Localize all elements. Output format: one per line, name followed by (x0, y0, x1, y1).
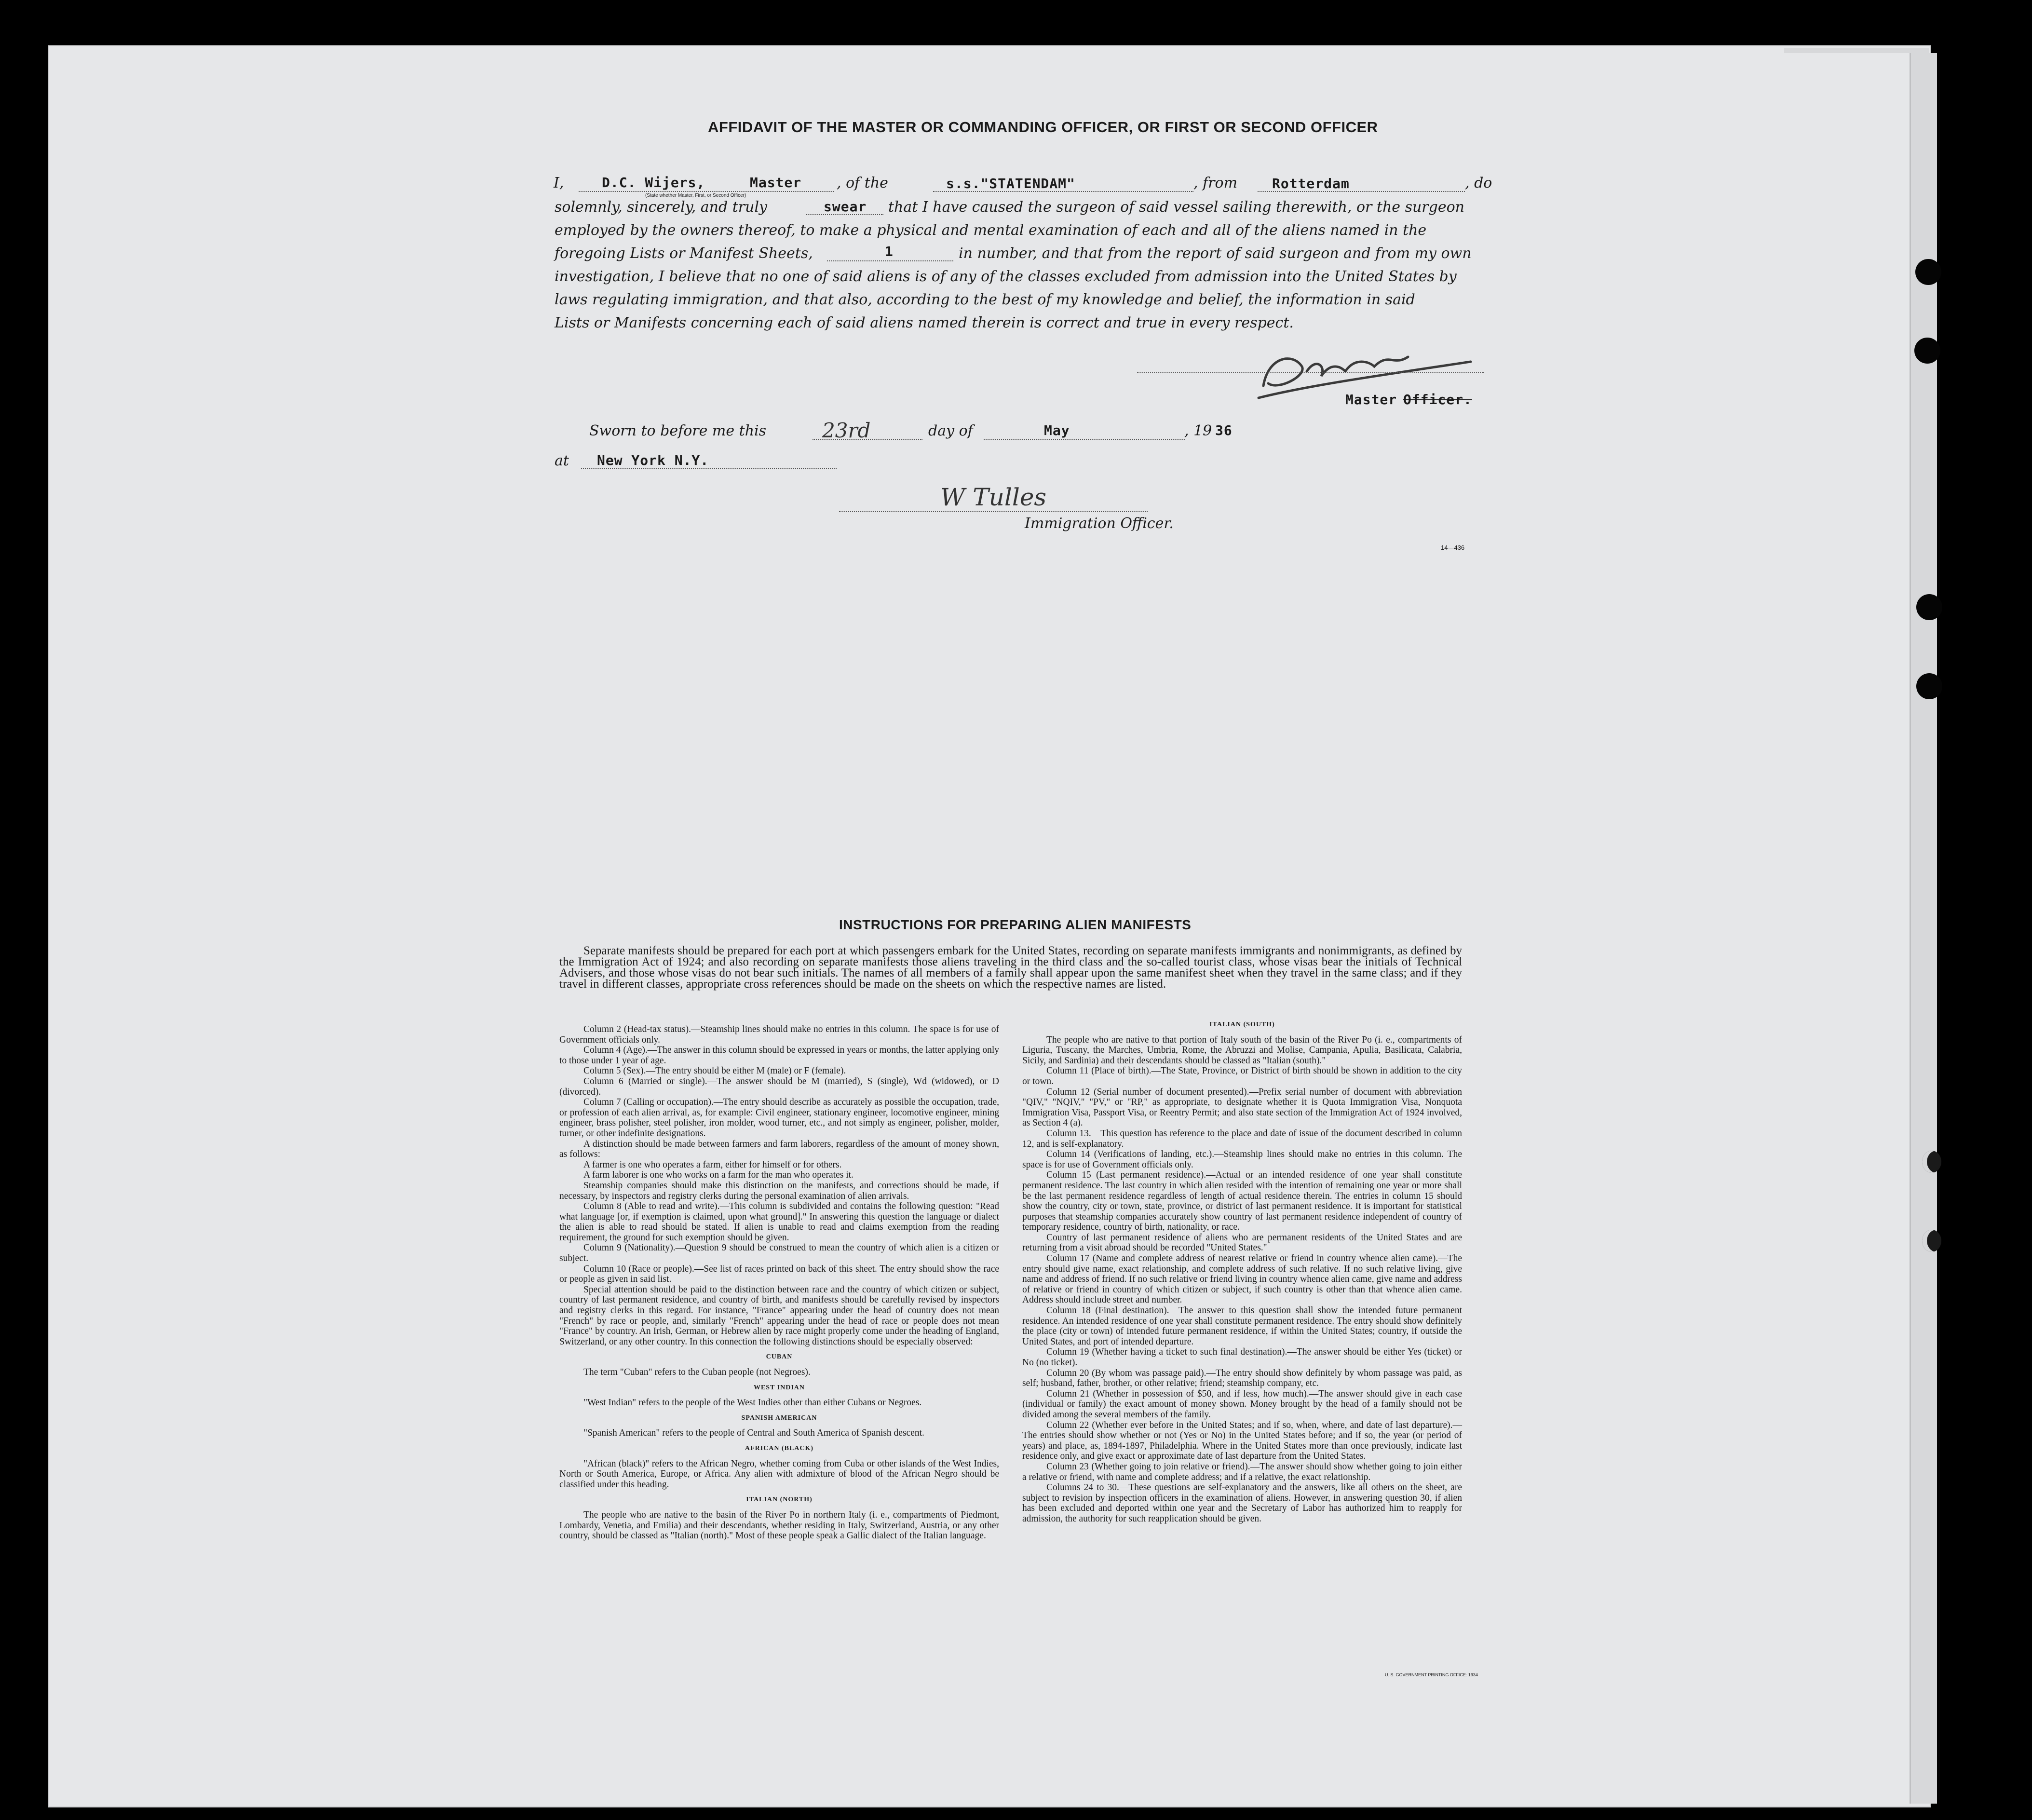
binder-hole (1922, 1151, 1941, 1173)
year-prefix: , 19 (1184, 422, 1212, 439)
affidavit-text-4: investigation, I believe that no one of said aliens is of any of the classes excluded from admission into the United States by (555, 268, 1457, 285)
paragraph-cuban: The term "Cuban" refers to the Cuban people (not Negroes). (583, 1367, 811, 1377)
binder-hole (1916, 673, 1942, 699)
officer-title: Immigration Officer. (1025, 515, 1174, 532)
binder-hole (1915, 259, 1941, 285)
word-do: , do (1465, 175, 1492, 191)
name-line (579, 191, 834, 192)
word-of-the: , of the (837, 175, 888, 191)
sworn-place: New York N.Y. (597, 452, 709, 468)
instruction-paragraph: Column 20 (By whom was passage paid).—The entry should show definitely by whom passage was paid, as self; husband, father, brother, or other relative; friend; steamship company, etc. (1022, 1368, 1462, 1389)
instruction-paragraph: Column 18 (Final destination).—The answer to this question shall show the intended future permanent residence. An intended residence of one year shall constitute permanent residence. The entry should show definitely the place (city or town) of intended future permanent residence, if within the United States; country, if outside the United States, and port of intended departure. (1022, 1305, 1462, 1347)
instruction-paragraph: Column 19 (Whether having a ticket to such final destination).—The answer should be either Yes (ticket) or No (no ticket). (1022, 1347, 1462, 1368)
heading-african: AFRICAN (BLACK) (745, 1444, 814, 1452)
port-of-departure: Rotterdam (1272, 176, 1350, 191)
paragraph-italian-north: The people who are native to the basin of the River Po in northern Italy (i. e., compartments of Piedmont, Lombardy, Venetia, and Emilia) and their descendants, whether residing in Italy, Switzerland, Austria, or any other country, should be classed as "Italian (north)." Most of these people speak a Gallic dialect of the Italian language. (559, 1509, 999, 1541)
paragraph-african: "African (black)" refers to the African Negro, whether coming from Cuba or other islands of the West Indies, North or South America, Europe, or Africa. Any alien with admixture of blood of the African Negro should be classified under this heading. (559, 1458, 999, 1490)
instruction-paragraph: Column 6 (Married or single).—The answer should be M (married), S (single), Wd (widowed), or D (divorced). (559, 1076, 999, 1097)
master-rank: Master (750, 175, 802, 190)
signer-struck-word: Officer. (1403, 392, 1472, 407)
sheets-line (827, 260, 953, 261)
vessel-name: s.s."STATENDAM" (946, 176, 1075, 191)
instruction-paragraph: A farm laborer is one who works on a farm for the man who operates it. (583, 1170, 853, 1181)
affidavit-text-1: that I have caused the surgeon of said vessel sailing therewith, or the surgeon (888, 199, 1464, 216)
instruction-paragraph: Column 13.—This question has reference to the place and date of issue of the document described in column 12, and is self-explanatory. (1022, 1128, 1462, 1149)
master-signature-line (1137, 372, 1484, 373)
heading-west-indian: WEST INDIAN (753, 1384, 805, 1391)
affidavit-text-6: Lists or Manifests concerning each of said aliens named therein is correct and true in every respect. (555, 314, 1294, 331)
oath-type: swear (824, 199, 867, 215)
word-from: , from (1193, 175, 1238, 191)
paragraph-spanish-american: "Spanish American" refers to the people of Central and South America of Spanish descent. (583, 1428, 924, 1439)
instruction-paragraph: Country of last permanent residence of aliens who are permanent residents of the United States and are returning from a visit abroad should be recorded "United States." (1022, 1232, 1462, 1253)
affidavit-text-3a: foregoing Lists or Manifest Sheets, (555, 245, 813, 262)
binder-hole (1914, 338, 1940, 364)
instruction-paragraph: Column 17 (Name and complete address of nearest relative or friend in country whence alien came).—The entry should give name, exact relationship, and complete address of such relative. If no such relative living, give name and address of friend. If no such relative or friend living in country whence alien came, give name and address of relative or friend in country of which citizen or subject, if such country is other than that whence alien came. Address should include street and number. (1022, 1253, 1462, 1305)
heading-cuban: CUBAN (766, 1353, 793, 1361)
affidavit-title: AFFIDAVIT OF THE MASTER OR COMMANDING OFFICER, OR FIRST OR SECOND OFFICER (708, 119, 1378, 136)
sworn-day: 23rd (822, 419, 871, 442)
instruction-paragraph: Column 23 (Whether going to join relative or friend).—The answer should show whether going to join either a relative or friend, with name and complete address; and if a relative, the exact relationship. (1022, 1461, 1462, 1482)
day-line (813, 439, 922, 440)
form-number: 14—436 (1441, 544, 1465, 551)
instruction-paragraph: Column 15 (Last permanent residence).—Actual or an intended residence of one year shall constitute permanent residence. The last country in which alien resided with the intention of remaining one year or more shall be the last permanent residence regardless of length of actual residence therein. The entries in column 15 should show the country, city or town, state, province, or district of last permanent residence. It is important for statistical purposes that steamship companies accurately show country of last permanent residence independent of country of temporary residence, country of birth, nationality, or race. (1022, 1170, 1462, 1233)
instructions-intro (559, 945, 1462, 990)
instruction-paragraph: A farmer is one who operates a farm, either for himself or for others. (583, 1159, 842, 1170)
instruction-paragraph: A distinction should be made between farmers and farm laborers, regardless of the amount of money shown, as follows: (559, 1139, 999, 1160)
paragraph-west-indian: "West Indian" refers to the people of the West Indies other than either Cubans or Negroes. (583, 1398, 922, 1408)
printer-credit: U. S. GOVERNMENT PRINTING OFFICE: 1934 (1385, 1672, 1478, 1677)
heading-spanish-american: SPANISH AMERICAN (741, 1414, 817, 1422)
sworn-text: Sworn to before me this (589, 422, 767, 439)
word-i: I, (554, 175, 564, 191)
heading-italian-north: ITALIAN (NORTH) (746, 1496, 813, 1504)
rank-note: (State whether Master, First, or Second Officer) (645, 193, 746, 198)
instruction-paragraph: Column 9 (Nationality).—Question 9 should be construed to mean the country of which alien is a citizen or subject. (559, 1243, 999, 1264)
instruction-paragraph: Column 12 (Serial number of document presented).—Prefix serial number of document with abbreviation "QIV," "NQIV," "PV," or "RP," as appropriate, to designate whether it is Quota Immigration Visa, Nonquota Immigration Visa, Passport Visa, or Reentry Permit; and also state section of the Immigration Act of 1924 involved, as Section 4 (a). (1022, 1087, 1462, 1128)
instruction-paragraph: Column 8 (Able to read and write).—This column is subdivided and contains the following question: "Read what language [or, if exemption is claimed, upon what ground]." In answering this question the language or dialect the alien is able to read should be stated. If alien is unable to read and claims exemption from the reading requirement, the ground for such exemption should be given. (559, 1201, 999, 1243)
page-edge-stack (1910, 53, 1937, 1804)
instruction-paragraph: Column 4 (Age).—The answer in this column should be expressed in years or months, the latter applying only to those under 1 year of age. (559, 1045, 999, 1066)
instructions-title: INSTRUCTIONS FOR PREPARING ALIEN MANIFESTS (839, 917, 1192, 932)
instruction-paragraph: Steamship companies should make this distinction on the manifests, and corrections should be made, if necessary, by inspectors and registry clerks during the personal examination of alien arrivals. (559, 1180, 999, 1201)
sworn-year: 36 (1215, 422, 1233, 438)
affidavit-text-2: employed by the owners thereof, to make a physical and mental examination of each and all of the aliens named in the (555, 222, 1427, 239)
instruction-paragraph: Column 11 (Place of birth).—The State, Province, or District of birth should be shown in addition to the city or town. (1022, 1066, 1462, 1087)
binder-hole (1916, 594, 1942, 620)
instruction-paragraph: Columns 24 to 30.—These questions are self-explanatory and the answers, like all others on the sheet, are subject to revision by inspection officers in the examination of aliens. However, in answering question 30, if alien has been excluded and deported within one year and the Secretary of Labor has authorized him to reapply for admission, the authority for such reapplication should be given. (1022, 1482, 1462, 1524)
instruction-paragraph: Column 10 (Race or people).—See list of races printed on back of this sheet. The entry should show the race or people as given in said list. (559, 1263, 999, 1285)
intro-paragraph: Separate manifests should be prepared for each port at which passengers embark for the United States, recording on separate manifests immigrants and nonimmigrants, as defined by the Immigration Act of 1924; and also recording on separate manifests those aliens traveling in the third class and the so-called tourist class, whose visas bear the initials of Technical Advisers, and those whose visas do not bear such initials. The names of all members of a family shall appear upon the same manifest sheet when they travel in the same class; and if they travel in different classes, appropriate cross references should be made on the sheets on which the respective names are listed. (559, 944, 1462, 991)
affidavit-text-5: laws regulating immigration, and that also, according to the best of my knowledge and belief, the information in said (555, 291, 1415, 308)
day-of-text: day of (928, 422, 973, 439)
place-line (581, 468, 837, 469)
instruction-paragraph: Special attention should be paid to the distinction between race and the country of which citizen or subject, country of last permanent residence, and country of birth, and manifests should be carefully revised by inspectors and registry clerks in this regard. For instance, "France" appearing under the head of country does not mean "French" by race or people, and, similarly "French" appearing under the head of race or people does not mean "France" by country. An Irish, German, or Hebrew alien by race might properly come under the heading of England, Switzerland, or any other country. In this connection the following distinctions should be especially observed: (559, 1284, 999, 1347)
word-solemnly: solemnly, sincerely, and truly (555, 199, 768, 216)
port-line (1258, 191, 1465, 192)
instruction-paragraph: Column 14 (Verifications of landing, etc.).—Steamship lines should make no entries in this column. The space is for use of Government officials only. (1022, 1149, 1462, 1170)
heading-italian-south: ITALIAN (SOUTH) (1209, 1021, 1275, 1028)
signer-title: Master (1345, 392, 1397, 407)
instructions-right-column (1022, 1019, 1462, 1524)
sheet-count: 1 (885, 244, 894, 259)
instruction-paragraph: Column 2 (Head-tax status).—Steamship lines should make no entries in this column. The space is for use of Government officials only. (559, 1024, 999, 1045)
instruction-paragraph: Column 21 (Whether in possession of $50, and if less, how much).—The answer should give in each case (individual or family) the exact amount of money shown. Money brought by the head of a family should not be divided among the several members of the family. (1022, 1388, 1462, 1420)
page-edge-top (1784, 48, 1929, 53)
oath-line (806, 214, 883, 215)
binder-hole (1922, 1230, 1941, 1252)
affidavit-text-3b: in number, and that from the report of said surgeon and from my own (959, 245, 1472, 262)
master-name: D.C. Wijers, (602, 175, 705, 190)
instruction-paragraph: Column 7 (Calling or occupation).—The entry should describe as accurately as possible the occupation, trade, or profession of each alien arrival, as, for example: Civil engineer, stationary engineer, locomotive engineer, mining engineer, brass polisher, steel polisher, iron molder, wood turner, etc., and not simply as engineer, polisher, molder, turner, or other indefinite designations. (559, 1097, 999, 1139)
instruction-paragraph: Column 22 (Whether ever before in the United States; and if so, when, where, and date of last departure).—The entries should show whether or not (Yes or No) in the United States before; and if so, the year (or period of years) and place, as, 1894-1897, Philadelphia. Where in the United States more than once previously, indicate last residence only, and give exact or approximate date of last departure from the United States. (1022, 1420, 1462, 1462)
officer-signature-line (839, 511, 1148, 512)
instruction-paragraph: The people who are native to that portion of Italy south of the basin of the River Po (i. e., compartments of Liguria, Tuscany, the Marches, Umbria, Rome, the Abruzzi and Molise, Campania, Apulia, Basilicata, Calabria, Sicily, and Sardinia) and their descendants should be classed as "Italian (south)." (1022, 1034, 1462, 1066)
instruction-paragraph: Column 5 (Sex).—The entry should be either M (male) or F (female). (583, 1066, 846, 1076)
officer-signature: W Tulles (940, 483, 1047, 511)
sworn-month: May (1044, 422, 1070, 438)
vessel-line (933, 191, 1193, 192)
month-line (984, 439, 1185, 440)
instructions-left-column (559, 1024, 999, 1541)
at-text: at (555, 452, 569, 469)
